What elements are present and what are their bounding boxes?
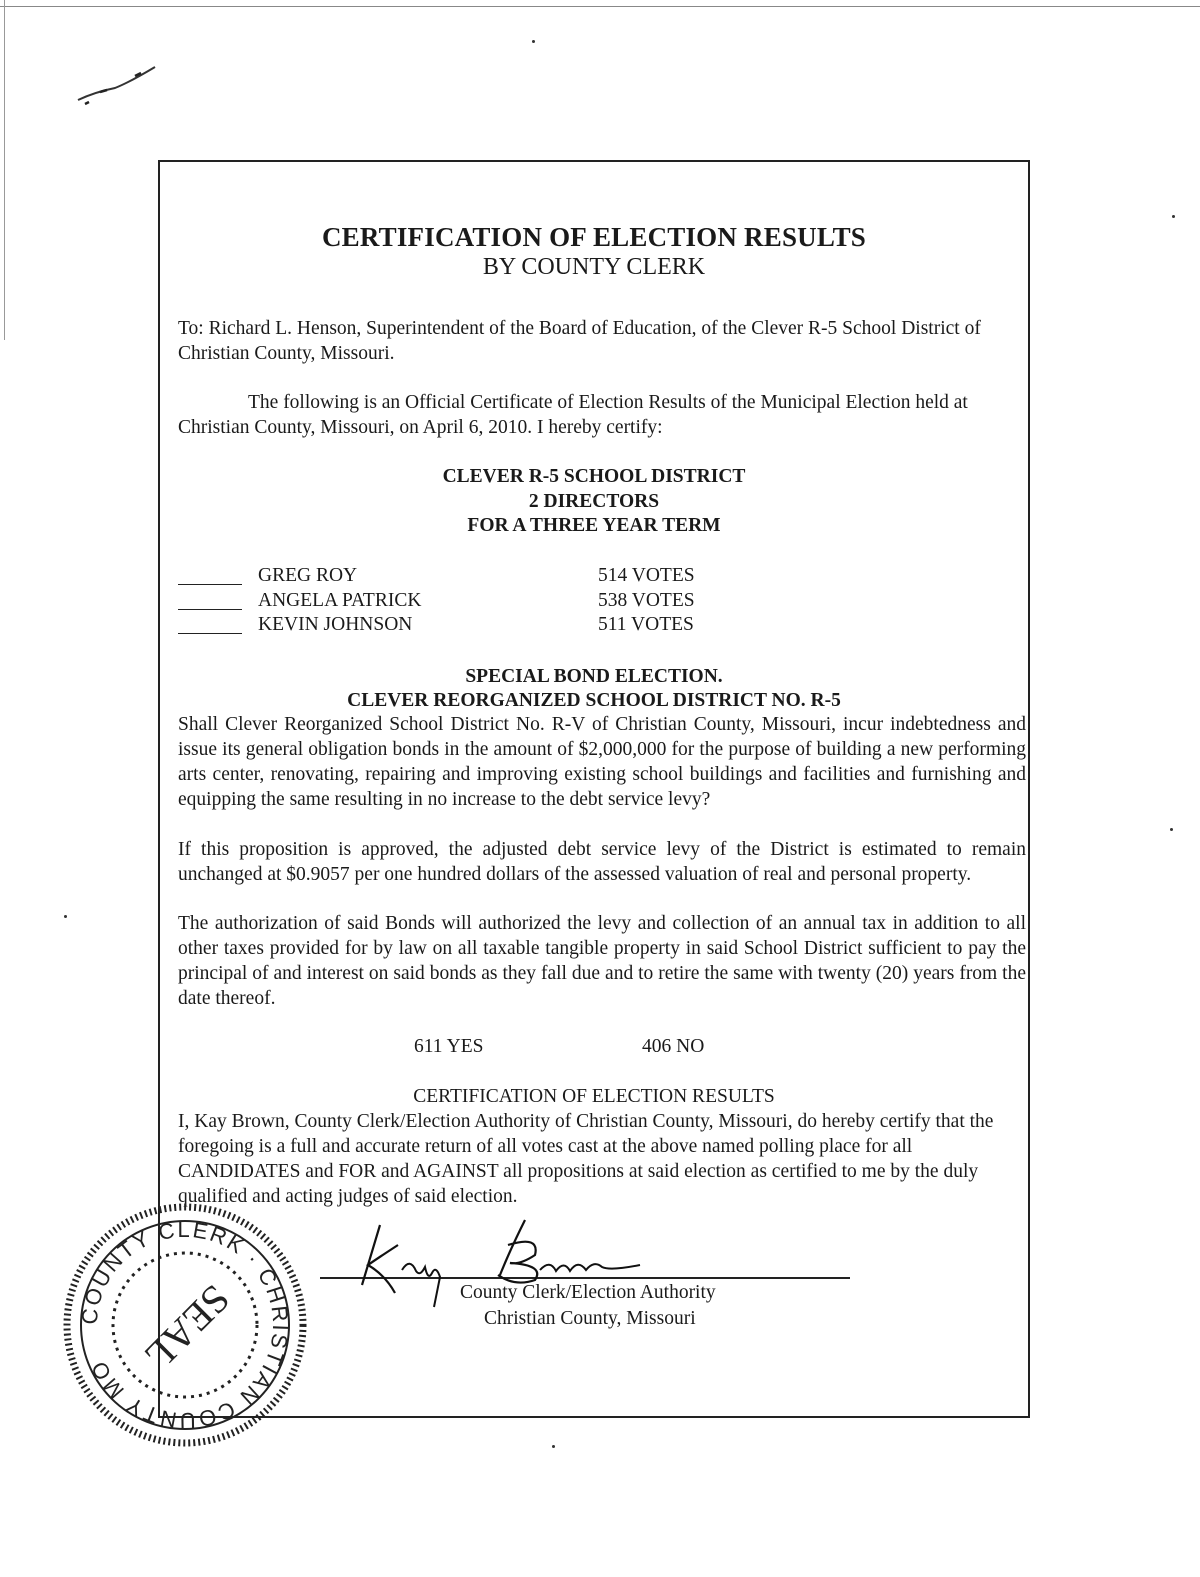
vote-blank-line xyxy=(178,609,242,610)
signatory-county: Christian County, Missouri xyxy=(484,1308,696,1329)
document-title: CERTIFICATION OF ELECTION RESULTS xyxy=(321,222,867,252)
scan-speck xyxy=(552,1445,555,1448)
candidate-row xyxy=(178,590,878,615)
bond-district-heading: CLEVER REORGANIZED SCHOOL DISTRICT NO. R-5 xyxy=(347,690,841,711)
scan-speck xyxy=(1172,215,1175,218)
vote-blank-line xyxy=(178,584,242,585)
scan-speck xyxy=(64,915,67,918)
candidate-name: GREG ROY xyxy=(258,565,358,586)
addressee-paragraph: To: Richard L. Henson, Superintendent of the Board of Education, of the Clever R-5 School District of Christian County, Missouri. xyxy=(178,318,981,364)
bond-election-heading: SPECIAL BOND ELECTION. xyxy=(465,666,723,687)
no-count: 406 NO xyxy=(642,1036,705,1057)
signatory-title: County Clerk/Election Authority xyxy=(460,1282,716,1303)
intro-paragraph: The following is an Official Certificate of Election Results of the Municipal Election held at Christian County, Missouri, on April 6, 2010. I hereby certify: xyxy=(178,392,968,438)
term-heading: FOR A THREE YEAR TERM xyxy=(467,515,721,536)
bond-question: Shall Clever Reorganized School District No. R-V of Christian County, Missouri, incur indebtedness and issue its general obligation bonds in the amount of $2,000,000 for the purpose of building a new performing arts center, renovating, repairing and improving existing school buildings and facilities and furnishing and equipping the same resulting in no increase to the debt service levy? xyxy=(178,714,1026,810)
candidate-name: ANGELA PATRICK xyxy=(258,590,422,611)
levy-note: If this proposition is approved, the adjusted debt service levy of the District is estimated to remain unchanged at $0.9057 per one hundred dollars of the assessed valuation of real and personal property. xyxy=(178,839,1026,885)
candidate-row xyxy=(178,614,878,639)
certification-text: I, Kay Brown, County Clerk/Election Authority of Christian County, Missouri, do hereby certify that the foregoing is a full and accurate return of all votes cast at the above named polling place for all CANDIDATES and FOR and AGAINST all propositions at said election as certified to me by the duly qualified and acting judges of said election. xyxy=(178,1111,994,1207)
certification-heading: CERTIFICATION OF ELECTION RESULTS xyxy=(413,1086,775,1107)
document-subtitle: BY COUNTY CLERK xyxy=(482,254,706,280)
scan-edge-left xyxy=(4,0,5,340)
scan-speck xyxy=(532,40,535,43)
candidate-name: KEVIN JOHNSON xyxy=(258,614,413,635)
candidate-row xyxy=(178,565,878,590)
district-heading: CLEVER R-5 SCHOOL DISTRICT xyxy=(442,466,746,487)
candidate-votes: 538 VOTES xyxy=(598,590,695,611)
scan-speck xyxy=(1170,828,1173,831)
county-clerk-seal xyxy=(60,1200,310,1450)
seal-center-text: SEAL xyxy=(136,1276,239,1379)
tax-note: The authorization of said Bonds will authorized the levy and collection of an annual tax in addition to all other taxes provided for by law on all taxable tangible property in said School District sufficient to pay the principal of and interest on said bonds as they fall due and to retire the same with twenty (20) years from the date thereof. xyxy=(178,913,1026,1009)
directors-heading: 2 DIRECTORS xyxy=(528,491,660,512)
scan-scribble xyxy=(75,62,160,107)
candidate-votes: 514 VOTES xyxy=(598,565,695,586)
seal-outer-text: COUNTY CLERK · CHRISTIAN COUNTY MO xyxy=(76,1216,294,1434)
candidate-votes: 511 VOTES xyxy=(598,614,694,635)
scan-edge-top xyxy=(0,6,1200,7)
vote-blank-line xyxy=(178,633,242,634)
yes-count: 611 YES xyxy=(414,1036,484,1057)
handwritten-signature xyxy=(350,1215,650,1310)
